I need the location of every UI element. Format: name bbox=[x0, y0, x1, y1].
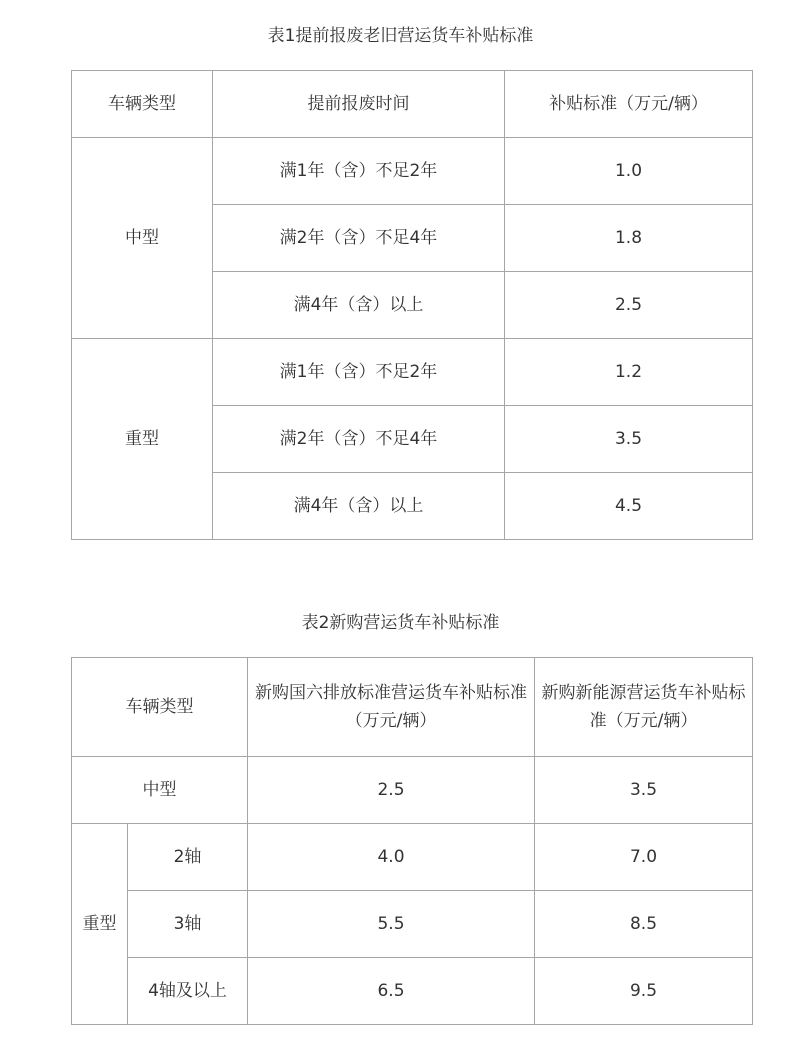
header-guo6-subsidy: 新购国六排放标准营运货车补贴标准（万元/辆） bbox=[248, 658, 535, 757]
table-header-row bbox=[72, 71, 753, 138]
header-vehicle-type: 车辆类型 bbox=[72, 658, 248, 757]
vehicle-type-cell: 中型 bbox=[72, 757, 248, 824]
scrap-time-cell: 满4年（含）以上 bbox=[213, 473, 505, 540]
purchase-subsidy-table bbox=[71, 657, 753, 1025]
table1-caption: 表1提前报废老旧营运货车补贴标准 bbox=[267, 26, 534, 46]
nev-value-cell: 8.5 bbox=[535, 891, 753, 958]
table-row bbox=[72, 824, 753, 891]
header-scrap-time: 提前报废时间 bbox=[213, 71, 505, 138]
axle-cell: 2轴 bbox=[128, 824, 248, 891]
table-row bbox=[72, 891, 753, 958]
header-vehicle-type: 车辆类型 bbox=[72, 71, 213, 138]
table-row bbox=[72, 138, 753, 205]
scrap-subsidy-table bbox=[71, 70, 753, 540]
table2-caption: 表2新购营运货车补贴标准 bbox=[301, 613, 500, 633]
scrap-time-cell: 满2年（含）不足4年 bbox=[213, 406, 505, 473]
nev-value-cell: 9.5 bbox=[535, 958, 753, 1025]
nev-value-cell: 7.0 bbox=[535, 824, 753, 891]
subsidy-value-cell: 2.5 bbox=[505, 272, 753, 339]
subsidy-value-cell: 1.2 bbox=[505, 339, 753, 406]
header-nev-subsidy: 新购新能源营运货车补贴标准（万元/辆） bbox=[535, 658, 753, 757]
scrap-time-cell: 满2年（含）不足4年 bbox=[213, 205, 505, 272]
vehicle-type-cell: 中型 bbox=[72, 138, 213, 339]
axle-cell: 3轴 bbox=[128, 891, 248, 958]
scrap-time-cell: 满1年（含）不足2年 bbox=[213, 138, 505, 205]
table-row bbox=[72, 757, 753, 824]
scrap-time-cell: 满4年（含）以上 bbox=[213, 272, 505, 339]
table-row bbox=[72, 958, 753, 1025]
subsidy-value-cell: 3.5 bbox=[505, 406, 753, 473]
subsidy-value-cell: 4.5 bbox=[505, 473, 753, 540]
subsidy-value-cell: 1.0 bbox=[505, 138, 753, 205]
table-row bbox=[72, 339, 753, 406]
guo6-value-cell: 5.5 bbox=[248, 891, 535, 958]
vehicle-type-cell: 重型 bbox=[72, 339, 213, 540]
subsidy-value-cell: 1.8 bbox=[505, 205, 753, 272]
table-header-row bbox=[72, 658, 753, 757]
vehicle-type-cell: 重型 bbox=[72, 824, 128, 1025]
guo6-value-cell: 4.0 bbox=[248, 824, 535, 891]
guo6-value-cell: 2.5 bbox=[248, 757, 535, 824]
nev-value-cell: 3.5 bbox=[535, 757, 753, 824]
guo6-value-cell: 6.5 bbox=[248, 958, 535, 1025]
scrap-time-cell: 满1年（含）不足2年 bbox=[213, 339, 505, 406]
header-subsidy-standard: 补贴标准（万元/辆） bbox=[505, 71, 753, 138]
axle-cell: 4轴及以上 bbox=[128, 958, 248, 1025]
